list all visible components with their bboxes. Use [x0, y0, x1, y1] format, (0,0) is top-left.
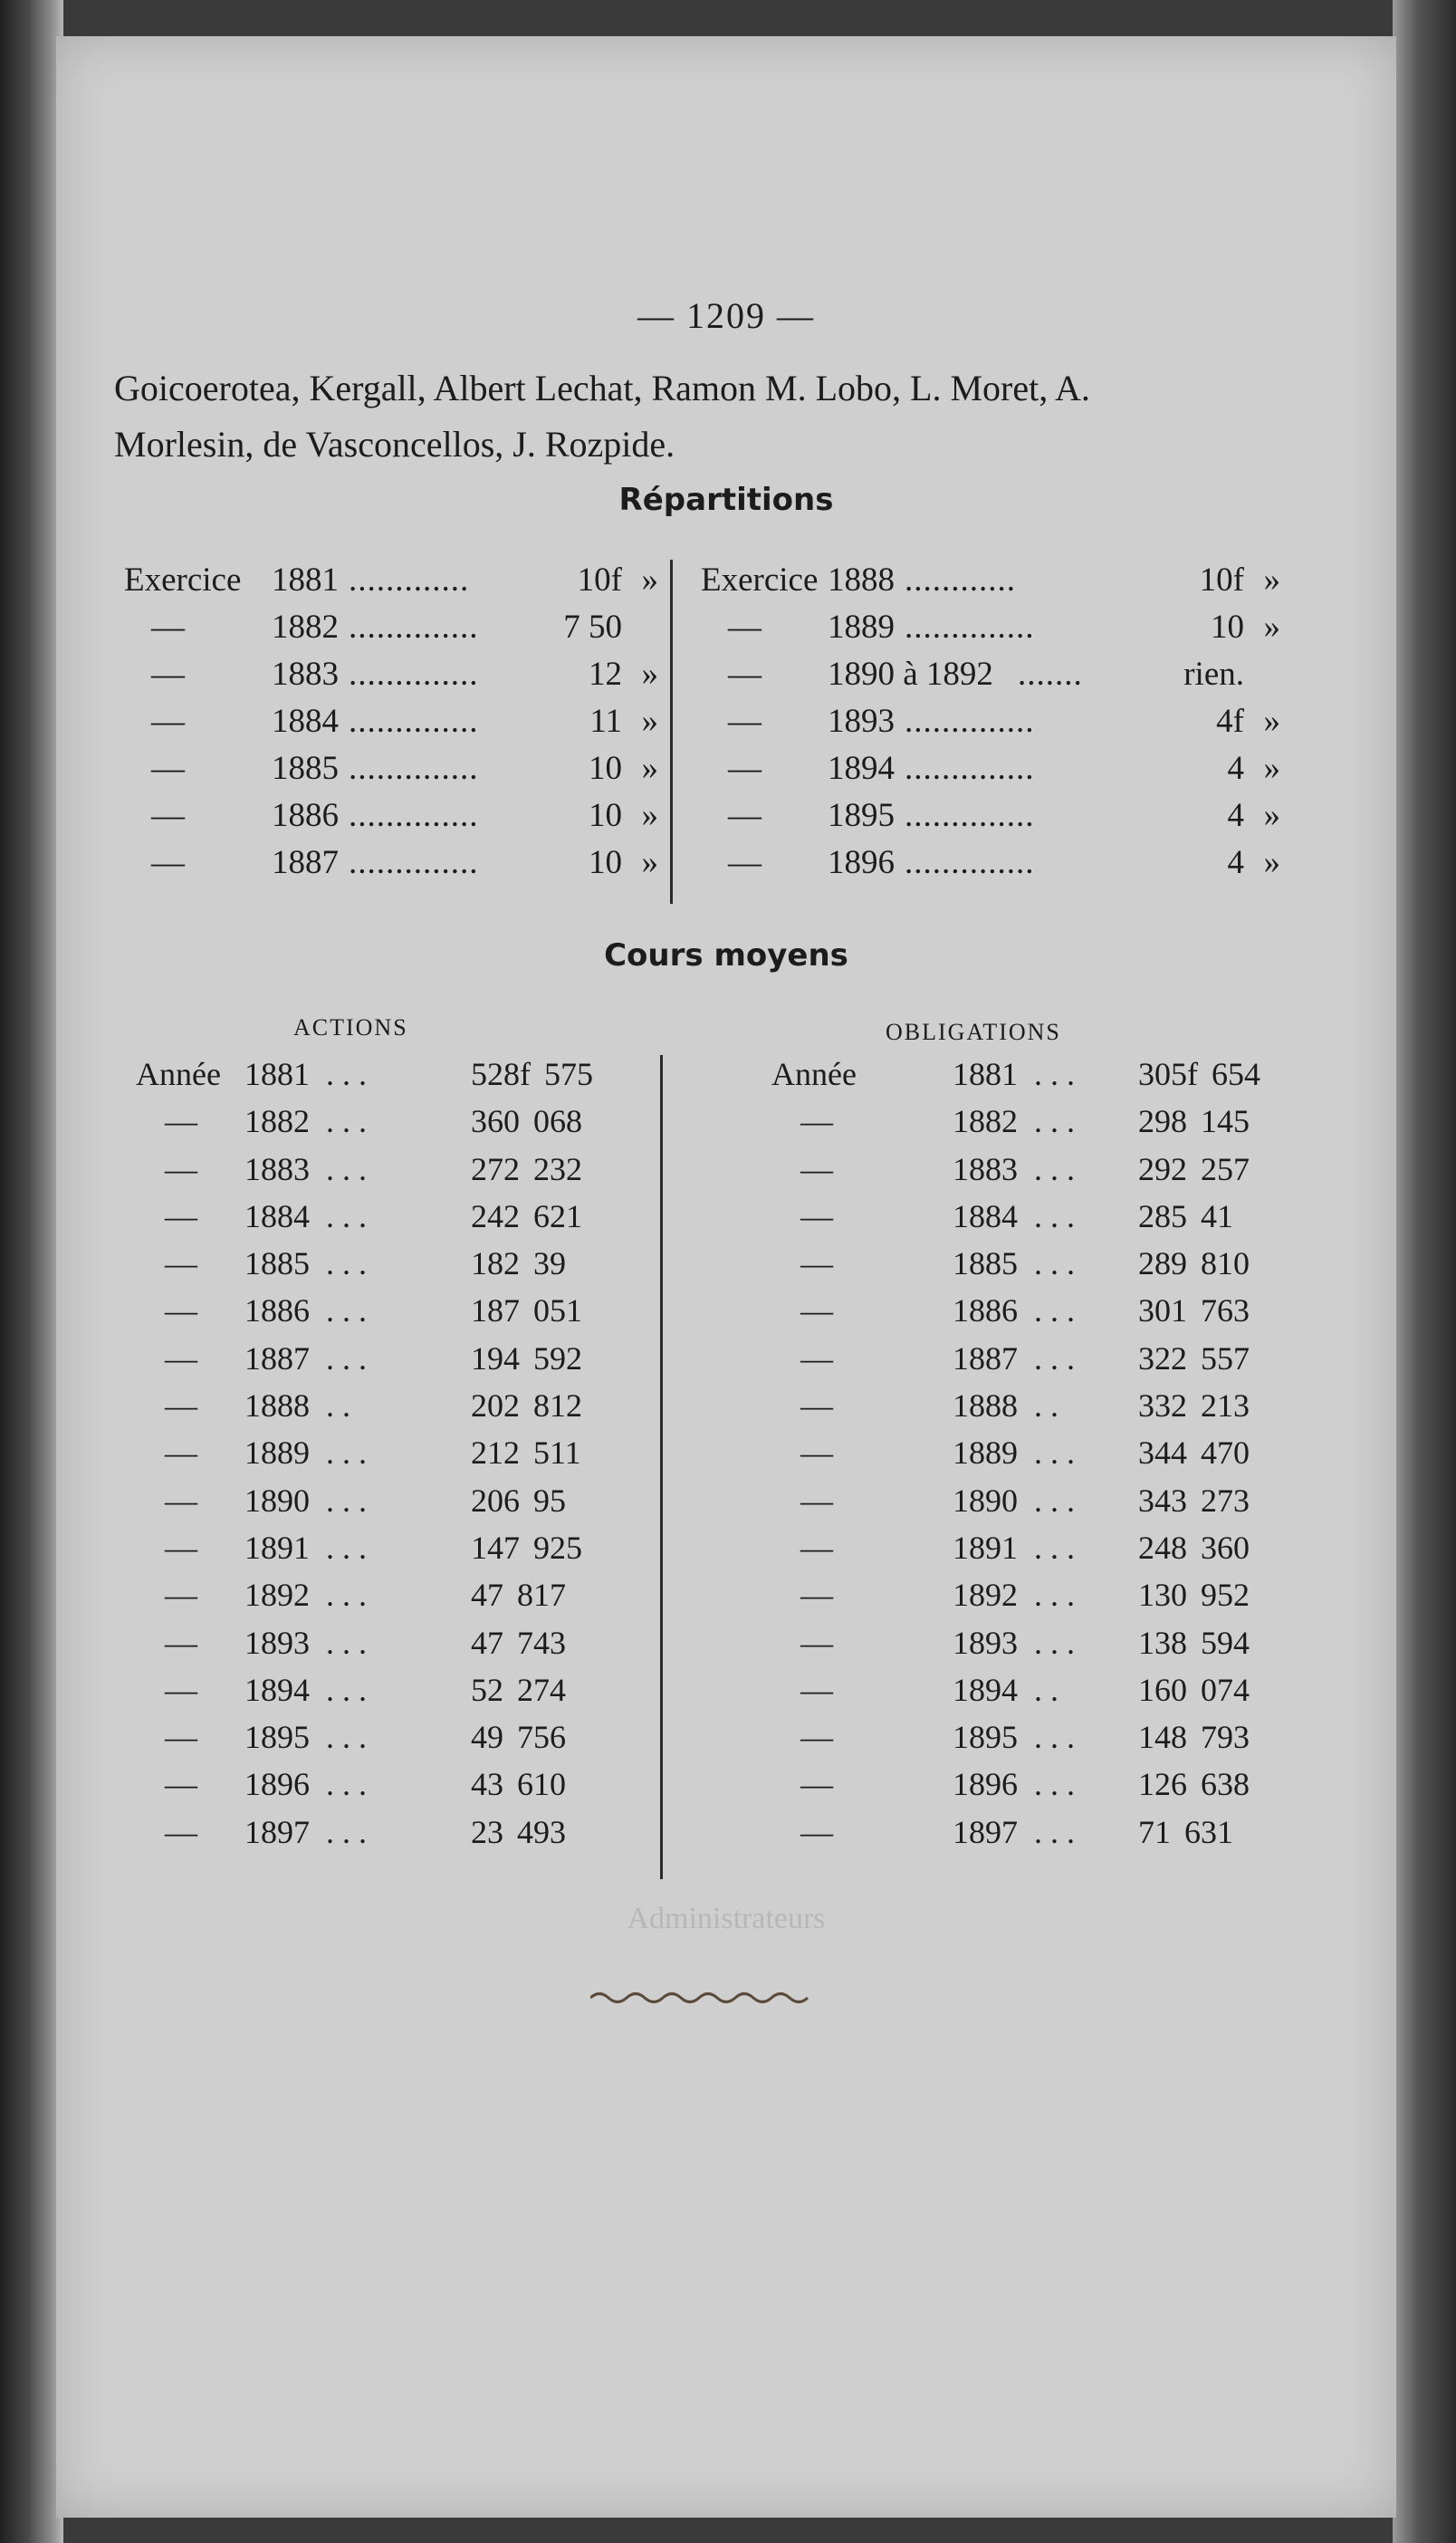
leader-dots: . . . — [326, 1719, 367, 1756]
exercise-label: — — [728, 797, 762, 834]
leader-dots: .............. — [905, 844, 1035, 881]
year-label: — — [800, 1577, 833, 1614]
leader-dots: .............. — [349, 844, 479, 881]
price-row — [771, 1429, 1333, 1476]
guillemet-mark: » — [1263, 750, 1280, 787]
leader-dots: ............ — [905, 561, 1016, 599]
year-label: — — [800, 1103, 833, 1140]
average-price: 47 817 — [471, 1577, 566, 1614]
repartition-value: 11 — [589, 703, 622, 740]
repartition-value: 10 — [1211, 609, 1244, 646]
price-row — [771, 1571, 1333, 1618]
exercise-label: — — [151, 750, 185, 787]
repartition-row — [701, 792, 1335, 840]
guillemet-mark: » — [641, 656, 658, 693]
year-label: — — [165, 1624, 197, 1661]
column-divider — [670, 560, 673, 904]
year: 1888 — [953, 1387, 1018, 1425]
names-line: Goicoerotea, Kergall, Albert Lechat, Ramon M. Lobo, L. Moret, A. — [114, 368, 1090, 408]
year-label: — — [165, 1103, 197, 1140]
price-row — [771, 1287, 1333, 1334]
leader-dots: . . — [1034, 1387, 1058, 1425]
exercise-year: 1888 — [828, 561, 895, 599]
average-price: 285 41 — [1138, 1197, 1233, 1234]
leader-dots: .............. — [349, 609, 479, 646]
exercise-label: — — [728, 750, 762, 787]
price-row — [771, 1666, 1333, 1713]
year: 1883 — [953, 1150, 1018, 1187]
leader-dots: . . . — [326, 1056, 367, 1092]
average-price: 301 763 — [1138, 1292, 1250, 1329]
price-row — [136, 1809, 679, 1856]
guillemet-mark: » — [641, 703, 658, 740]
leader-dots: . . . — [1034, 1435, 1075, 1472]
price-row — [136, 1146, 679, 1193]
leader-dots: .............. — [349, 656, 479, 693]
year: 1889 — [244, 1435, 310, 1472]
repartition-row — [124, 651, 722, 698]
repartition-row — [124, 698, 722, 745]
average-price: 305f 654 — [1138, 1056, 1260, 1092]
average-price: 289 810 — [1138, 1245, 1250, 1282]
year-label: — — [800, 1292, 833, 1329]
obligations-table — [771, 1051, 1333, 1856]
leader-dots: . . . — [1034, 1577, 1075, 1614]
repartition-value: 7 50 — [563, 609, 622, 646]
average-price: 298 145 — [1138, 1103, 1250, 1140]
year-label: — — [800, 1766, 833, 1803]
leader-dots: . . . — [326, 1813, 367, 1850]
page-edge-shadow — [1393, 0, 1456, 2543]
names-paragraph — [114, 360, 1336, 473]
leader-dots: . . . — [326, 1245, 367, 1282]
year: 1889 — [953, 1435, 1018, 1472]
year-label: — — [800, 1339, 833, 1377]
average-price: 248 360 — [1138, 1529, 1250, 1566]
year: 1891 — [953, 1529, 1018, 1566]
average-price: 360 068 — [471, 1103, 582, 1140]
leader-dots: . . . — [326, 1150, 367, 1187]
price-row — [136, 1051, 679, 1098]
leader-dots: . . . — [326, 1339, 367, 1377]
average-price: 182 39 — [471, 1245, 566, 1282]
average-price: 194 592 — [471, 1339, 582, 1377]
price-row — [136, 1098, 679, 1145]
average-price: 130 952 — [1138, 1577, 1250, 1614]
leader-dots: ....... — [1018, 656, 1083, 693]
repartition-value: 10 — [589, 844, 622, 881]
repartitions-heading: Répartitions — [618, 482, 834, 518]
repartition-row — [701, 651, 1335, 698]
average-price: 160 074 — [1138, 1671, 1250, 1708]
leader-dots: . . . — [1034, 1529, 1075, 1566]
price-row — [771, 1524, 1333, 1571]
exercise-label: — — [728, 844, 762, 881]
year: 1893 — [244, 1624, 310, 1661]
repartitions-right-column — [701, 557, 1335, 887]
leader-dots: . . . — [326, 1577, 367, 1614]
price-row — [771, 1382, 1333, 1429]
year-label: — — [165, 1245, 197, 1282]
leader-dots: . . . — [326, 1197, 367, 1234]
price-row — [136, 1761, 679, 1808]
leader-dots: ............. — [349, 561, 470, 599]
leader-dots: .............. — [905, 609, 1035, 646]
guillemet-mark: » — [1263, 703, 1280, 740]
leader-dots: . . . — [326, 1624, 367, 1661]
year: 1897 — [953, 1813, 1018, 1850]
exercise-label: — — [728, 703, 762, 740]
exercise-year: 1894 — [828, 750, 895, 787]
document-page — [56, 36, 1396, 2518]
leader-dots: .............. — [905, 703, 1035, 740]
guillemet-mark: » — [641, 797, 658, 834]
repartition-value: 4 — [1227, 750, 1244, 787]
ornamental-rule — [590, 1988, 817, 2008]
leader-dots: . . . — [326, 1671, 367, 1708]
year: 1892 — [953, 1577, 1018, 1614]
exercise-year: 1881 — [272, 561, 339, 599]
exercise-label: — — [151, 844, 185, 881]
year-label: — — [165, 1577, 197, 1614]
average-price: 332 213 — [1138, 1387, 1250, 1425]
year-label: — — [165, 1529, 197, 1566]
year: 1887 — [953, 1339, 1018, 1377]
price-row — [136, 1240, 679, 1287]
repartition-value: 4f — [1216, 703, 1244, 740]
leader-dots: . . . — [1034, 1197, 1075, 1234]
repartition-row — [701, 557, 1335, 604]
price-row — [136, 1287, 679, 1334]
repartition-row — [124, 792, 722, 840]
leader-dots: .............. — [349, 750, 479, 787]
price-row — [771, 1619, 1333, 1666]
exercise-label: Exercice — [701, 561, 819, 599]
leader-dots: . . . — [1034, 1719, 1075, 1756]
year: 1886 — [953, 1292, 1018, 1329]
repartition-row — [701, 745, 1335, 792]
year: 1887 — [244, 1339, 310, 1377]
leader-dots: .............. — [905, 797, 1035, 834]
year: 1895 — [953, 1719, 1018, 1756]
cours-moyens-heading: Cours moyens — [604, 937, 848, 974]
exercise-year: 1884 — [272, 703, 339, 740]
year-label: — — [800, 1150, 833, 1187]
year: 1883 — [244, 1150, 310, 1187]
average-price: 47 743 — [471, 1624, 566, 1661]
year-label: — — [800, 1624, 833, 1661]
average-price: 52 274 — [471, 1671, 566, 1708]
average-price: 126 638 — [1138, 1766, 1250, 1803]
repartition-row — [124, 745, 722, 792]
repartition-value: 12 — [589, 656, 622, 693]
year-label: — — [800, 1245, 833, 1282]
leader-dots: . . . — [1034, 1056, 1075, 1092]
repartition-row — [124, 557, 722, 604]
repartition-value: 10 — [589, 797, 622, 834]
price-row — [136, 1619, 679, 1666]
repartitions-left-column — [124, 557, 722, 887]
price-row — [771, 1240, 1333, 1287]
price-row — [771, 1146, 1333, 1193]
leader-dots: . . . — [326, 1766, 367, 1803]
average-price: 344 470 — [1138, 1435, 1250, 1472]
year: 1890 — [244, 1482, 310, 1519]
guillemet-mark: » — [641, 750, 658, 787]
year: 1897 — [244, 1813, 310, 1850]
leader-dots: . . . — [326, 1103, 367, 1140]
year: 1896 — [244, 1766, 310, 1803]
year-label: — — [165, 1813, 197, 1850]
leader-dots: . . . — [326, 1482, 367, 1519]
guillemet-mark: » — [1263, 844, 1280, 881]
year: 1886 — [244, 1292, 310, 1329]
exercise-year: 1886 — [272, 797, 339, 834]
year-label: Année — [136, 1056, 221, 1092]
leader-dots: . . . — [326, 1435, 367, 1472]
year: 1892 — [244, 1577, 310, 1614]
year-label: — — [800, 1197, 833, 1234]
leader-dots: . . . — [326, 1529, 367, 1566]
exercise-year: 1887 — [272, 844, 339, 881]
price-row — [136, 1713, 679, 1761]
average-price: 147 925 — [471, 1529, 582, 1566]
repartition-row — [124, 604, 722, 651]
year-label: — — [800, 1719, 833, 1756]
year: 1884 — [244, 1197, 310, 1234]
year-label: — — [800, 1482, 833, 1519]
year-label: — — [800, 1387, 833, 1425]
names-line: Morlesin, de Vasconcellos, J. Rozpide. — [114, 424, 675, 465]
exercise-year: 1895 — [828, 797, 895, 834]
leader-dots: .............. — [349, 703, 479, 740]
repartition-value: 10f — [1199, 561, 1244, 599]
year-label: — — [165, 1387, 197, 1425]
year-label: — — [800, 1671, 833, 1708]
year: 1884 — [953, 1197, 1018, 1234]
exercise-year: 1889 — [828, 609, 895, 646]
page-number: — 1209 — — [637, 295, 815, 336]
price-row — [771, 1477, 1333, 1524]
average-price: 187 051 — [471, 1292, 582, 1329]
exercise-year: 1890 à 1892 — [828, 656, 993, 693]
exercise-year: 1885 — [272, 750, 339, 787]
leader-dots: . . — [1034, 1671, 1058, 1708]
exercise-label: — — [151, 703, 185, 740]
average-price: 212 511 — [471, 1435, 581, 1472]
leader-dots: .............. — [349, 797, 479, 834]
leader-dots: . . . — [1034, 1766, 1075, 1803]
guillemet-mark: » — [1263, 797, 1280, 834]
average-price: 49 756 — [471, 1719, 566, 1756]
guillemet-mark: » — [1263, 561, 1280, 599]
exercise-year: 1882 — [272, 609, 339, 646]
price-row — [771, 1713, 1333, 1761]
year-label: — — [165, 1671, 197, 1708]
average-price: 23 493 — [471, 1813, 566, 1850]
obligations-header: OBLIGATIONS — [886, 1019, 1061, 1045]
leader-dots: . . . — [1034, 1103, 1075, 1140]
column-divider — [660, 1055, 663, 1879]
exercise-label: — — [151, 609, 185, 646]
average-price: 206 95 — [471, 1482, 566, 1519]
leader-dots: . . . — [326, 1292, 367, 1329]
repartition-value: 4 — [1227, 797, 1244, 834]
year-label: — — [800, 1529, 833, 1566]
repartition-value: 10 — [589, 750, 622, 787]
price-row — [136, 1477, 679, 1524]
exercise-label: — — [728, 609, 762, 646]
year: 1881 — [244, 1056, 310, 1092]
year: 1888 — [244, 1387, 310, 1425]
year: 1896 — [953, 1766, 1018, 1803]
exercise-year: 1893 — [828, 703, 895, 740]
price-row — [136, 1571, 679, 1618]
leader-dots: . . . — [1034, 1292, 1075, 1329]
average-price: 148 793 — [1138, 1719, 1250, 1756]
year-label: — — [165, 1339, 197, 1377]
average-price: 528f 575 — [471, 1056, 593, 1092]
guillemet-mark: » — [1263, 609, 1280, 646]
leader-dots: . . . — [1034, 1245, 1075, 1282]
average-price: 343 273 — [1138, 1482, 1250, 1519]
price-row — [771, 1809, 1333, 1856]
year: 1891 — [244, 1529, 310, 1566]
year-label: — — [165, 1719, 197, 1756]
exercise-label: — — [151, 656, 185, 693]
price-row — [136, 1335, 679, 1382]
price-row — [771, 1051, 1333, 1098]
actions-table — [136, 1051, 679, 1856]
year: 1885 — [244, 1245, 310, 1282]
price-row — [136, 1193, 679, 1240]
year: 1895 — [244, 1719, 310, 1756]
leader-dots: . . . — [1034, 1624, 1075, 1661]
year: 1890 — [953, 1482, 1018, 1519]
book-spine — [0, 0, 63, 2543]
price-row — [136, 1429, 679, 1476]
average-price: 71 631 — [1138, 1813, 1233, 1850]
year: 1885 — [953, 1245, 1018, 1282]
average-price: 138 594 — [1138, 1624, 1250, 1661]
year-label: Année — [771, 1056, 857, 1092]
leader-dots: . . . — [1034, 1482, 1075, 1519]
year-label: — — [165, 1292, 197, 1329]
repartition-row — [701, 698, 1335, 745]
actions-header: ACTIONS — [293, 1014, 408, 1041]
exercise-year: 1896 — [828, 844, 895, 881]
year: 1881 — [953, 1056, 1018, 1092]
repartition-value: 10f — [577, 561, 622, 599]
price-row — [136, 1524, 679, 1571]
price-row — [771, 1098, 1333, 1145]
year: 1882 — [244, 1103, 310, 1140]
year-label: — — [165, 1482, 197, 1519]
exercise-label: — — [728, 656, 762, 693]
leader-dots: .............. — [905, 750, 1035, 787]
leader-dots: . . . — [1034, 1813, 1075, 1850]
year-label: — — [165, 1197, 197, 1234]
price-row — [136, 1666, 679, 1713]
year: 1882 — [953, 1103, 1018, 1140]
year-label: — — [165, 1150, 197, 1187]
leader-dots: . . . — [1034, 1150, 1075, 1187]
guillemet-mark: » — [641, 561, 658, 599]
year-label: — — [165, 1435, 197, 1472]
year: 1894 — [953, 1671, 1018, 1708]
year-label: — — [800, 1813, 833, 1850]
exercise-label: Exercice — [124, 561, 242, 599]
price-row — [771, 1761, 1333, 1808]
year-label: — — [800, 1435, 833, 1472]
leader-dots: . . — [326, 1387, 350, 1425]
guillemet-mark: » — [641, 844, 658, 881]
average-price: 202 812 — [471, 1387, 582, 1425]
exercise-label: — — [151, 797, 185, 834]
average-price: 43 610 — [471, 1766, 566, 1803]
average-price: 272 232 — [471, 1150, 582, 1187]
repartition-value: 4 — [1227, 844, 1244, 881]
year: 1893 — [953, 1624, 1018, 1661]
repartition-row — [701, 840, 1335, 887]
bleed-through-heading: Administrateurs — [627, 1902, 826, 1935]
average-price: 292 257 — [1138, 1150, 1250, 1187]
year: 1894 — [244, 1671, 310, 1708]
year-label: — — [165, 1766, 197, 1803]
average-price: 242 621 — [471, 1197, 582, 1234]
leader-dots: . . . — [1034, 1339, 1075, 1377]
repartition-value: rien. — [1183, 656, 1244, 693]
average-price: 322 557 — [1138, 1339, 1250, 1377]
exercise-year: 1883 — [272, 656, 339, 693]
price-row — [136, 1382, 679, 1429]
repartition-row — [701, 604, 1335, 651]
price-row — [771, 1193, 1333, 1240]
repartition-row — [124, 840, 722, 887]
price-row — [771, 1335, 1333, 1382]
